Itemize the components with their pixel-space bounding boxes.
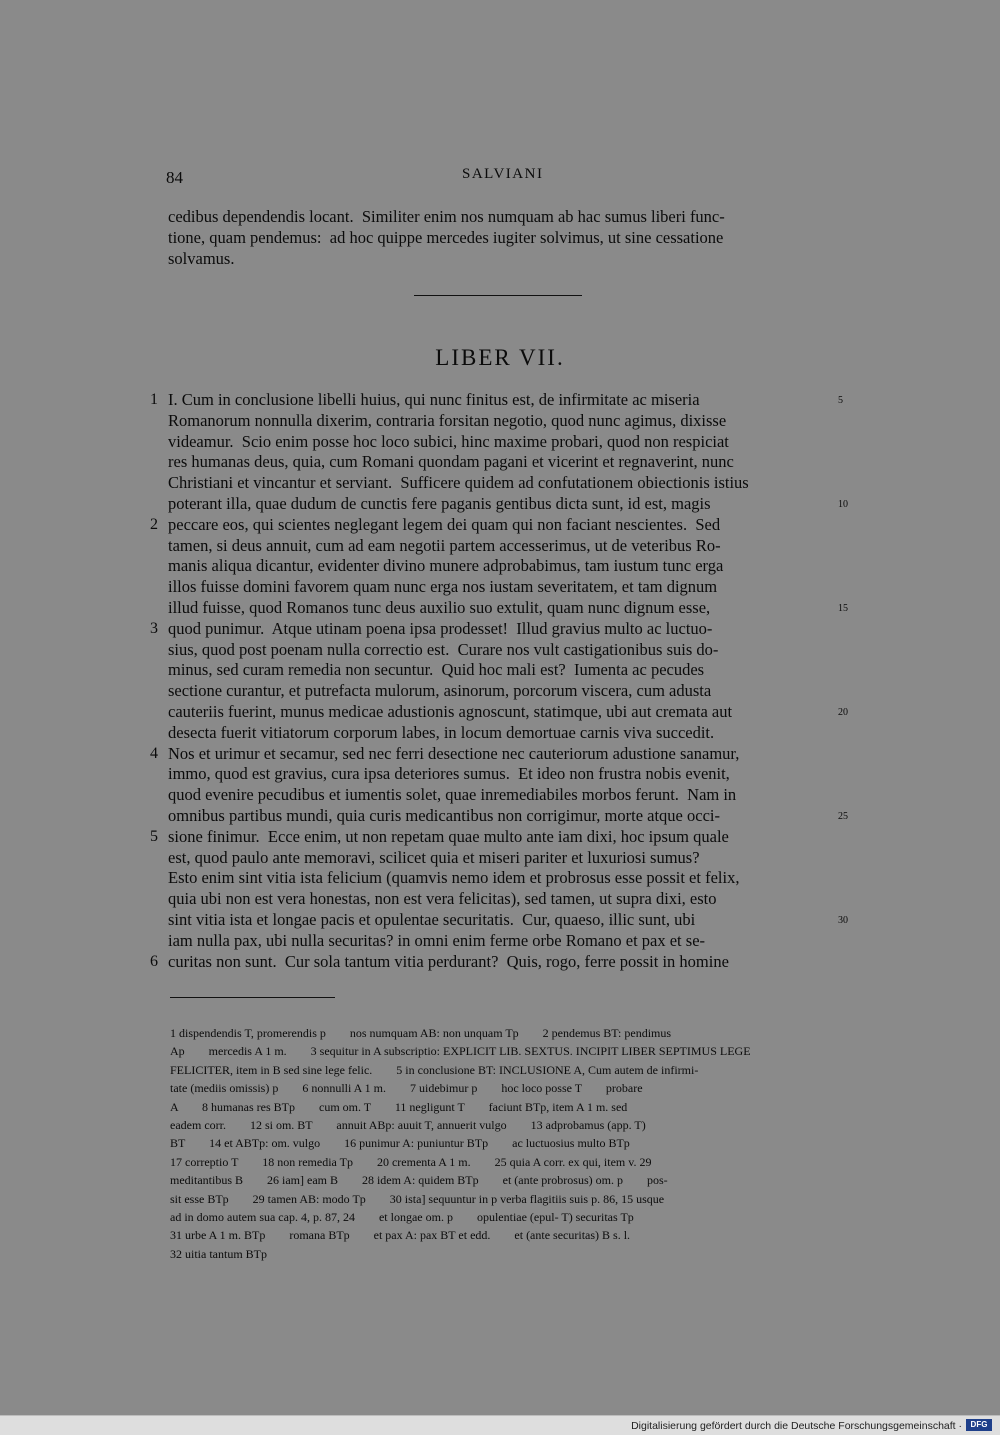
line-text: quia ubi non est vera honestas, non est vera felicitas), sed tamen, ut supra dixi, esto <box>168 889 717 909</box>
line-text: quod punimur. Atque utinam poena ipsa prodesset! Illud gravius multo ac luctuo- <box>168 618 713 638</box>
line-number: 20 <box>838 706 848 718</box>
text-line <box>150 826 832 848</box>
carryover-line: tione, quam pendemus: ad hoc quippe mercedes iugiter solvimus, ut sine cessatione <box>168 228 724 247</box>
section-number: 3 <box>150 619 158 637</box>
section-number: 6 <box>150 952 158 970</box>
apparatus-line: meditantibus B 26 iam] eam B 28 idem A: quidem BTp et (ante probrosus) om. p pos- <box>170 1173 668 1188</box>
line-text: desecta fuerit vitiatorum corporum labes, in locum demortuae carnis viva succedit. <box>168 722 715 742</box>
line-number: 10 <box>838 498 848 510</box>
line-number: 15 <box>838 602 848 614</box>
text-line <box>168 556 832 577</box>
text-line <box>168 701 848 723</box>
carryover-line: solvamus. <box>168 249 235 268</box>
line-text: poterant illa, quae dudum de cunctis fere paganis gentibus dicta sunt, id est, magis <box>168 493 711 513</box>
text-line <box>150 743 832 765</box>
critical-apparatus <box>170 1024 834 1263</box>
main-text <box>150 390 848 972</box>
text-line <box>168 640 832 661</box>
page-number: 84 <box>166 168 183 187</box>
line-text: tamen, si deus annuit, cum ad eam negotii partem accesserimus, ut de veteribus Ro- <box>168 535 721 555</box>
line-text: sius, quod post poenam nulla correctio est. Curare nos vult castigationibus suis do- <box>168 639 719 659</box>
line-text: est, quod paulo ante memoravi, scilicet quia et miseri pariter et luxuriosi sumus? <box>168 847 700 867</box>
funding-credit: Digitalisierung gefördert durch die Deutsche Forschungsgemeinschaft · <box>631 1420 962 1432</box>
text-line <box>168 848 832 869</box>
apparatus-line: tate (mediis omissis) p 6 nonnulli A 1 m. 7 uidebimur p hoc loco posse T probare <box>170 1081 643 1096</box>
line-text: illos fuisse domini favorem quam nunc erga nos iustam severitatem, et tam dignum <box>168 577 718 597</box>
line-text: sione finimur. Ecce enim, ut non repetam quae multo ante iam dixi, hoc ipsum quale <box>168 826 729 846</box>
apparatus-line: BT 14 et ABTp: om. vulgo 16 punimur A: puniuntur BTp ac luctuosius multo BTp <box>170 1136 630 1151</box>
text-line <box>168 785 832 806</box>
text-line <box>168 452 832 473</box>
text-line <box>168 931 832 952</box>
text-line <box>168 764 832 785</box>
apparatus-line: 31 urbe A 1 m. BTp romana BTp et pax A: pax BT et edd. et (ante securitas) B s. l. <box>170 1228 631 1243</box>
text-line <box>168 536 832 557</box>
text-line <box>168 868 832 889</box>
digitization-footer <box>0 1415 1000 1435</box>
line-text: immo, quod est gravius, cura ipsa deteriores sumus. Et ideo non frustra nobis evenit, <box>168 764 730 784</box>
line-number: 5 <box>838 395 843 406</box>
apparatus-line: Ap mercedis A 1 m. 3 sequitur in A subscriptio: EXPLICIT LIB. SEXTUS. INCIPIT LIBER SEPTIMUS LEGE <box>170 1044 751 1059</box>
line-text: sectione curantur, et putrefacta mulorum, asinorum, porcorum viscera, cum adusta <box>168 681 712 701</box>
line-text: cauteriis fuerint, munus medicae adustionis agnoscunt, statimque, ubi aut cremata aut <box>168 701 733 721</box>
section-divider <box>414 295 582 296</box>
apparatus-line: FELICITER, item in B sed sine lege felic. 5 in conclusione BT: INCLUSIONE A, Cum autem de infirmi- <box>170 1062 699 1077</box>
line-number: 30 <box>838 914 848 926</box>
line-text: illud fuisse, quod Romanos tunc deus auxilio suo extulit, quam nunc dignum esse, <box>168 597 711 617</box>
line-text: Esto enim sint vitia ista felicium (quamvis nemo idem et probrosus esse possit et felix, <box>168 868 740 888</box>
apparatus-line: eadem corr. 12 si om. BT annuit ABp: auuit T, annuerit vulgo 13 adprobamus (app. T) <box>170 1117 646 1132</box>
line-text: minus, sed curam remedia non secuntur. Quid hoc mali est? Iumenta ac pecudes <box>168 660 705 680</box>
text-line <box>168 597 848 619</box>
carryover-line: cedibus dependendis locant. Similiter enim nos numquam ab hac sumus liberi func- <box>168 207 725 226</box>
line-text: manis aliqua dicantur, evidenter divino munere adprobabimus, tam iustum tunc erga <box>168 556 724 576</box>
text-line <box>168 889 832 910</box>
text-line <box>168 473 832 494</box>
text-line <box>168 909 848 931</box>
book-heading: LIBER VII. <box>435 345 565 370</box>
text-line <box>168 660 832 681</box>
text-line <box>168 577 832 598</box>
section-number: 5 <box>150 827 158 845</box>
text-line <box>150 390 843 411</box>
line-text: Nos et urimur et secamur, sed nec ferri desectione nec cauteriorum adustione sanamur, <box>168 743 740 763</box>
apparatus-line: A 8 humanas res BTp cum om. T 11 negligunt T faciunt BTp, item A 1 m. sed <box>170 1099 628 1114</box>
text-line <box>168 805 848 827</box>
apparatus-line: 17 correptio T 18 non remedia Tp 20 crementa A 1 m. 25 quia A corr. ex qui, item v. 29 <box>170 1154 652 1169</box>
line-text: quod evenire pecudibus et iumentis solet, quae inremediabiles morbos ferunt. Nam in <box>168 785 737 805</box>
section-number: 2 <box>150 515 158 533</box>
text-line <box>168 723 832 744</box>
apparatus-line: 32 uitia tantum BTp <box>170 1246 267 1261</box>
line-number: 25 <box>838 810 848 822</box>
apparatus-line: 1 dispendendis T, promerendis p nos numquam AB: non unquam Tp 2 pendemus BT: pendimus <box>170 1026 672 1040</box>
dfg-logo-icon: DFG <box>966 1419 992 1431</box>
section-number: 4 <box>150 744 158 762</box>
line-text: peccare eos, qui scientes neglegant legem dei quam qui non faciant nescientes. Sed <box>168 514 721 534</box>
apparatus-line: sit esse BTp 29 tamen AB: modo Tp 30 ista] sequuntur in p verba flagitiis suis p. 86, 15 usque <box>170 1191 665 1206</box>
text-line <box>150 951 832 973</box>
line-text: curitas non sunt. Cur sola tantum vitia perdurant? Quis, rogo, ferre possit in homine <box>168 951 729 971</box>
footnote-divider <box>170 997 335 998</box>
text-line <box>150 514 832 536</box>
section-number: 1 <box>150 391 158 408</box>
line-text: I. Cum in conclusione libelli huius, qui nunc finitus est, de infirmitate ac miseria <box>168 390 700 409</box>
line-text: omnibus partibus mundi, quia curis medicantibus non corrigimur, morte atque occi- <box>168 805 720 825</box>
line-text: videamur. Scio enim posse hoc loco subici, hinc maxime probari, quod non respiciat <box>168 431 729 451</box>
text-line <box>150 618 832 640</box>
text-line <box>168 681 832 702</box>
apparatus-line: ad in domo autem sua cap. 4, p. 87, 24 et longae om. p opulentiae (epul- T) securitas Tp <box>170 1209 634 1224</box>
text-line <box>168 411 832 432</box>
carryover-paragraph <box>168 206 832 269</box>
line-text: res humanas deus, quia, cum Romani quondam pagani et vicerint et regnaverint, nunc <box>168 452 734 472</box>
text-line <box>168 432 832 453</box>
running-title: SALVIANI <box>462 166 544 182</box>
text-line <box>168 493 848 515</box>
line-text: sint vitia ista et longae pacis et opulentae securitatis. Cur, quaeso, illic sunt, ubi <box>168 909 696 929</box>
line-text: Romanorum nonnulla dixerim, contraria forsitan negotio, quod nunc agimus, dixisse <box>168 410 727 430</box>
line-text: Christiani et vincantur et serviant. Sufficere quidem ad confutationem obiectionis istius <box>168 473 749 493</box>
line-text: iam nulla pax, ubi nulla securitas? in omni enim ferme orbe Romano et pax et se- <box>168 930 706 950</box>
